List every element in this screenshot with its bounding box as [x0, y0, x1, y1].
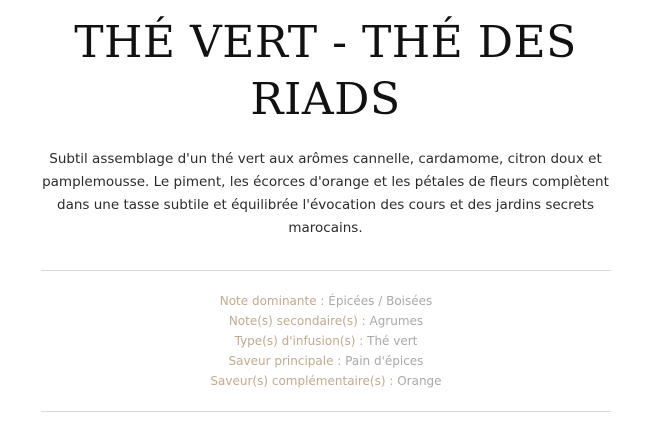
attribute-label: Saveur(s) complémentaire(s) : [210, 374, 398, 388]
attribute-list [41, 291, 611, 391]
product-title: THÉ VERT - THÉ DES RIADS [74, 17, 577, 125]
divider [41, 270, 611, 271]
attribute-value: Thé vert [367, 334, 418, 348]
attribute-label: Note(s) secondaire(s) : [228, 314, 370, 328]
divider [41, 411, 611, 412]
attribute-value: Orange [397, 374, 442, 388]
attribute-dominant-note [41, 291, 611, 311]
attribute-value: Agrumes [369, 314, 424, 328]
attribute-label: Note dominante : [219, 294, 329, 308]
attribute-infusion-type [41, 331, 611, 351]
attribute-secondary-notes [41, 311, 611, 331]
attribute-value: Pain d'épices [345, 354, 424, 368]
attribute-value: Épicées / Boisées [328, 294, 433, 308]
attribute-label: Type(s) d'infusion(s) : [234, 334, 368, 348]
attribute-complementary-flavors [41, 371, 611, 391]
attribute-main-flavor [41, 351, 611, 371]
attribute-label: Saveur principale : [228, 354, 346, 368]
product-description: Subtil assemblage d'un thé vert aux arômes cannelle, cardamome, citron doux et pamplemousse. Le piment, les écorces d'orange et les pétales de fleurs complètent dans une tasse subtile et équilibrée l'évocation des cours et des jardins secrets marocains. [42, 151, 609, 236]
